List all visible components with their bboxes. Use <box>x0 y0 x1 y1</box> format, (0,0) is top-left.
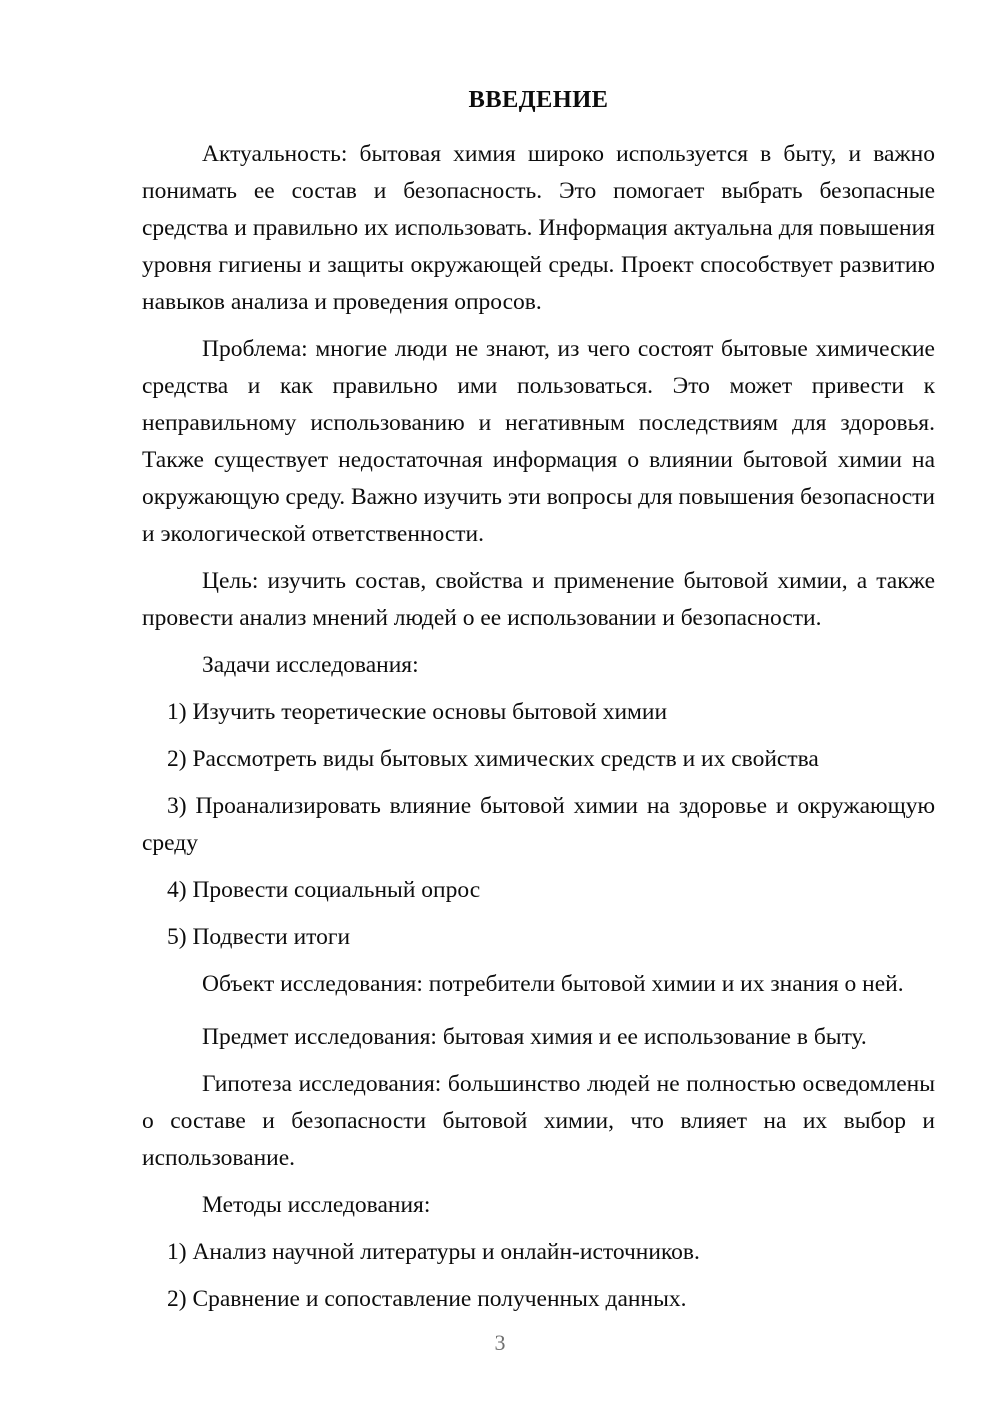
paragraph-object: Объект исследования: потребители бытовой химии и их знания о ней. <box>202 971 904 998</box>
methods-heading: Методы исследования: <box>202 1192 431 1219</box>
page-number: 3 <box>494 1330 506 1355</box>
task-item-3: 3) Проанализировать влияние бытовой химии на здоровье и окружающую среду <box>142 793 935 857</box>
task-item-2: 2) Рассмотреть виды бытовых химических средств и их свойства <box>167 746 819 773</box>
paragraph-subject: Предмет исследования: бытовая химия и ее использование в быту. <box>202 1024 867 1051</box>
paragraph-hypothesis: Гипотеза исследования: большинство людей не полностью осведомлены о составе и безопасности бытовой химии, что влияет на их выбор и использование. <box>142 1071 935 1172</box>
method-item-2: 2) Сравнение и сопоставление полученных данных. <box>167 1286 687 1313</box>
paragraph-goal: Цель: изучить состав, свойства и применение бытовой химии, а также провести анализ мнений людей о ее использовании и безопасности. <box>142 568 935 632</box>
tasks-heading: Задачи исследования: <box>202 652 419 679</box>
task-item-1: 1) Изучить теоретические основы бытовой химии <box>167 699 668 726</box>
paragraph-relevance: Актуальность: бытовая химия широко используется в быту, и важно понимать ее состав и безопасность. Это помогает выбрать безопасные средства и правильно их использовать. Информация актуальна для повышения уровня гигиены и защиты окружающей среды. Проект способствует развитию навыков анализа и проведения опросов. <box>142 141 935 316</box>
page-title: ВВЕДЕНИЕ <box>468 86 609 113</box>
method-item-1: 1) Анализ научной литературы и онлайн-источников. <box>167 1239 700 1266</box>
task-item-5: 5) Подвести итоги <box>167 924 351 951</box>
page-content <box>142 86 935 1328</box>
task-item-4: 4) Провести социальный опрос <box>167 877 481 904</box>
paragraph-problem: Проблема: многие люди не знают, из чего состоят бытовые химические средства и как правильно ими пользоваться. Это может привести к неправильному использованию и негативным последствиям для здоровья. Также существует недостаточная информация о влиянии бытовой химии на окружающую среду. Важно изучить эти вопросы для повышения безопасности и экологической ответственности. <box>142 336 935 548</box>
